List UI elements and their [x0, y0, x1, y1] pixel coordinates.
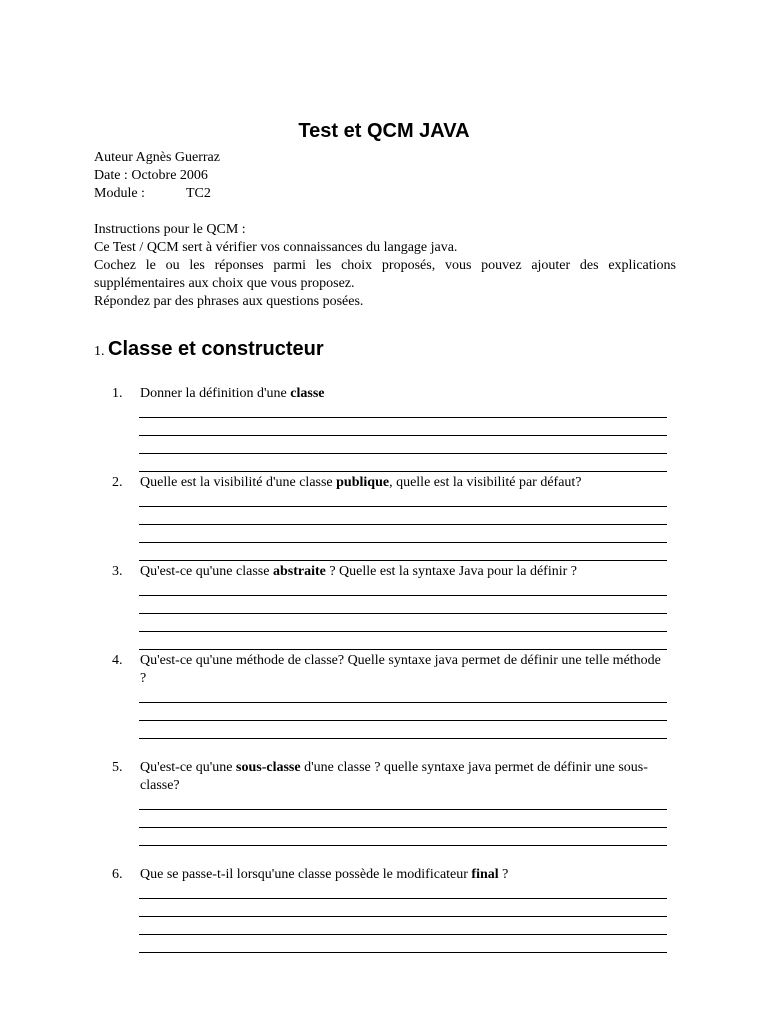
question-text-part: Quelle est la visibilité d'une classe	[140, 475, 337, 490]
answer-line[interactable]	[139, 453, 667, 454]
answer-line[interactable]	[139, 506, 667, 507]
answer-line[interactable]	[139, 471, 667, 472]
question-text	[140, 563, 665, 581]
question-text-part: , quelle est la visibilité par défaut?	[389, 475, 582, 490]
answer-line[interactable]	[139, 613, 667, 614]
question-text-part: ? Quelle est la syntaxe Java pour la définir ?	[325, 564, 577, 579]
instructions-heading: Instructions pour le QCM :	[94, 222, 246, 237]
question-text-part: d'une classe ? quelle syntaxe java permet de définir une sous-classe?	[140, 760, 648, 793]
document-meta	[94, 149, 220, 203]
answer-line[interactable]	[139, 560, 667, 561]
answer-line[interactable]	[139, 542, 667, 543]
question-keyword: final	[471, 867, 499, 882]
question-text-part: Qu'est-ce qu'une	[140, 760, 237, 775]
answer-line[interactable]	[139, 631, 667, 632]
answer-line[interactable]	[139, 952, 667, 953]
answer-line[interactable]	[139, 916, 667, 917]
question-text	[140, 385, 665, 403]
answer-line[interactable]	[139, 649, 667, 650]
answer-line[interactable]	[139, 417, 667, 418]
question-text	[140, 652, 665, 688]
question-number: 5.	[112, 760, 123, 775]
question-text-part: Donner la définition d'une	[140, 386, 291, 401]
date-value: Octobre 2006	[131, 168, 208, 183]
question-number: 4.	[112, 653, 123, 668]
question-keyword: classe	[290, 386, 325, 401]
section-number: 1.	[94, 344, 105, 359]
instructions-line: Cochez le ou les réponses parmi les choix proposés, vous pouvez ajouter des explications supplémentaires aux choix que vous proposez.	[94, 258, 676, 291]
question-keyword: sous-classe	[236, 760, 301, 775]
question-text	[140, 866, 665, 884]
section-heading	[94, 338, 324, 361]
module-label: Module :	[94, 186, 145, 201]
question-keyword: publique	[336, 475, 390, 490]
question-text-part: Que se passe-t-il lorsqu'une classe possède le modificateur	[140, 867, 472, 882]
answer-line[interactable]	[139, 827, 667, 828]
date-row	[94, 167, 220, 185]
answer-line[interactable]	[139, 720, 667, 721]
answer-line[interactable]	[139, 845, 667, 846]
answer-line[interactable]	[139, 898, 667, 899]
module-row	[94, 185, 220, 203]
question-number: 1.	[112, 386, 123, 401]
section-title: Classe et constructeur	[108, 338, 324, 360]
question-text	[140, 474, 665, 492]
answer-line[interactable]	[139, 435, 667, 436]
answer-line[interactable]	[139, 524, 667, 525]
question-text	[140, 759, 665, 795]
answer-line[interactable]	[139, 595, 667, 596]
answer-line[interactable]	[139, 809, 667, 810]
author-row	[94, 149, 220, 167]
question-text-part: ?	[498, 867, 509, 882]
instructions	[94, 221, 676, 311]
question-text-part: Qu'est-ce qu'une méthode de classe? Quelle syntaxe java permet de définir une telle méthode ?	[140, 653, 661, 686]
module-value: TC2	[186, 186, 211, 201]
question-number: 2.	[112, 475, 123, 490]
instructions-line: Répondez par des phrases aux questions posées.	[94, 294, 364, 309]
question-number: 6.	[112, 867, 123, 882]
instructions-line: Ce Test / QCM sert à vérifier vos connaissances du langage java.	[94, 240, 458, 255]
date-label: Date :	[94, 168, 128, 183]
answer-line[interactable]	[139, 702, 667, 703]
document-title: Test et QCM JAVA	[298, 120, 470, 142]
question-text-part: Qu'est-ce qu'une classe	[140, 564, 273, 579]
answer-line[interactable]	[139, 934, 667, 935]
question-number: 3.	[112, 564, 123, 579]
author-value: Agnès Guerraz	[135, 150, 220, 165]
author-label: Auteur	[94, 150, 133, 165]
question-keyword: abstraite	[272, 564, 326, 579]
answer-line[interactable]	[139, 738, 667, 739]
